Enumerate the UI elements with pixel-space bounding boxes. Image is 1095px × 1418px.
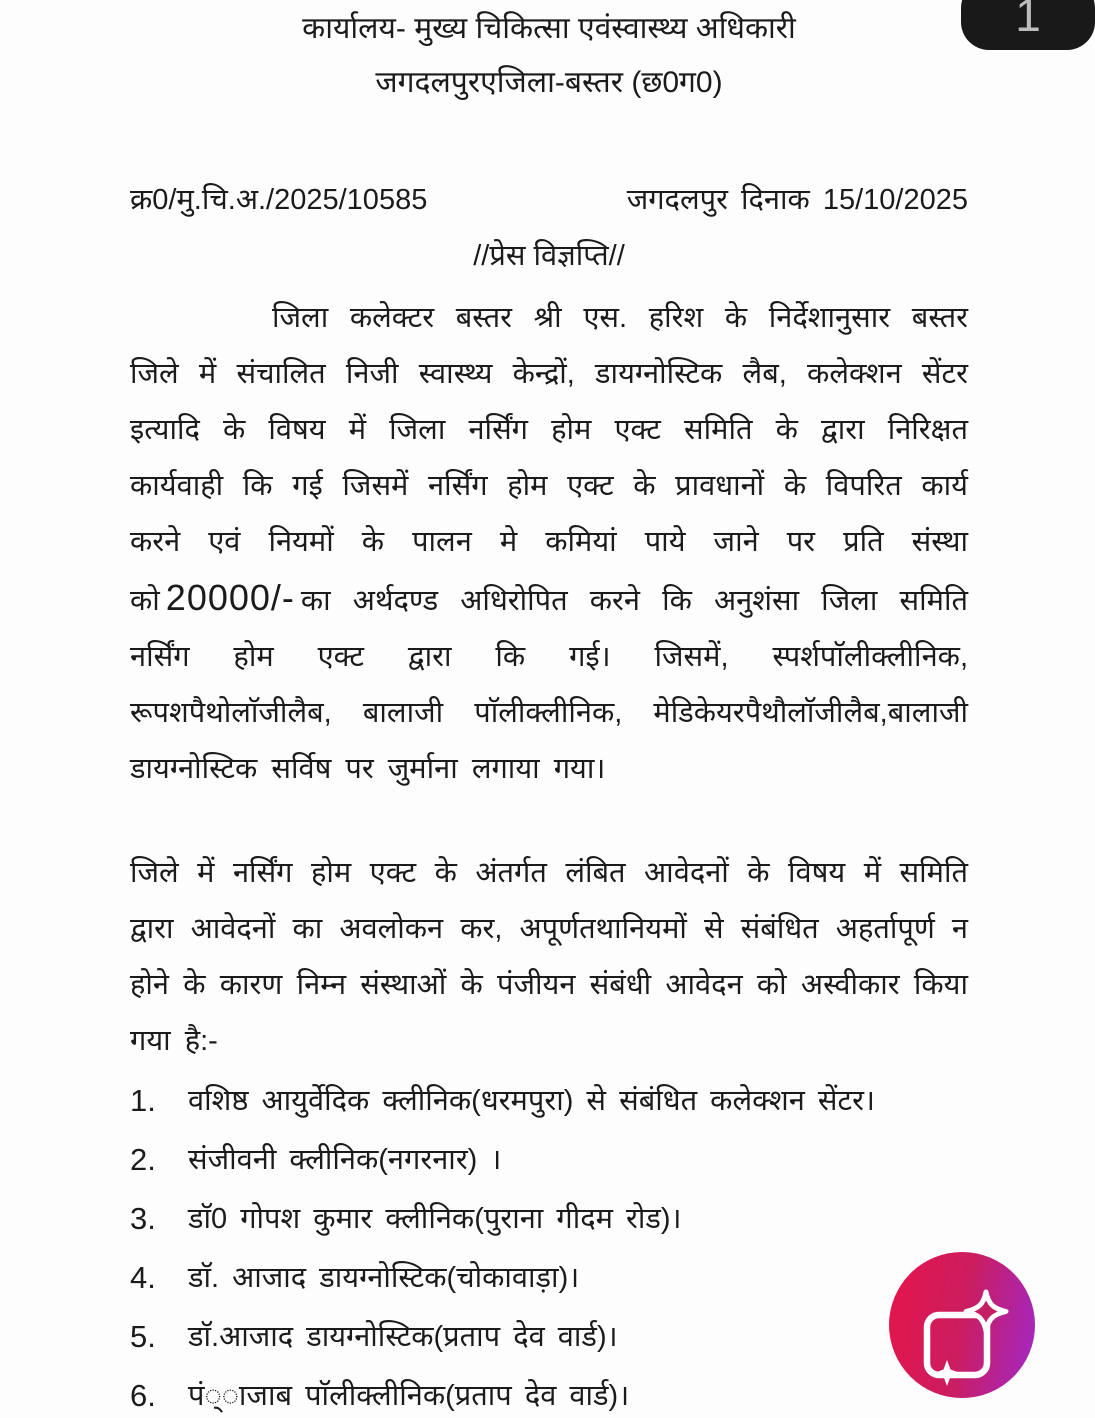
list-item-number: 6.	[130, 1378, 156, 1413]
penalty-amount: 20000/-	[165, 577, 295, 618]
paragraph-penalty	[130, 290, 968, 797]
page-number-badge	[961, 0, 1095, 50]
rejected-institutions-list	[130, 1079, 968, 1418]
place-and-date: जगदलपुर दिनाक 15/10/2025	[626, 184, 968, 216]
list-item-text: संजीवनी क्लीनिक(नगरनार) ।	[188, 1144, 502, 1176]
list-item-text: पं्ाजाब पाॅलीक्लीनिक(प्रताप देव वार्ड)।	[188, 1380, 630, 1412]
list-item-text: वशिष्ठ आयुर्वेदिक क्लीनिक(धरमपुरा) से संबंधित कलेक्शन सेंटर।	[188, 1085, 875, 1117]
screenshot-share-sparkle-icon	[914, 1292, 1014, 1392]
list-item-text: डाॅ.आजाद डायग्नोस्टिक(प्रताप देव वार्ड)।	[188, 1321, 618, 1353]
list-item-number: 1.	[130, 1083, 156, 1118]
press-release-title: //प्रेस विज्ञप्ति//	[473, 240, 625, 272]
list-item	[130, 1079, 968, 1123]
list-item-text: डाॅ. आजाद डायग्नोस्टिक(चोकावाड़ा)।	[188, 1262, 580, 1294]
list-item	[130, 1256, 968, 1300]
reference-line	[130, 178, 968, 222]
list-item-number: 3.	[130, 1201, 156, 1236]
list-item	[130, 1374, 968, 1418]
list-item	[130, 1315, 968, 1359]
list-item-number: 2.	[130, 1142, 156, 1177]
list-item	[130, 1197, 968, 1241]
paragraph-penalty-text-before: जिला कलेक्टर बस्तर श्री एस. हरिश के निर्देशानुसार बस्तर जिले में संचालित निजी स्वास्थ्य केन्द्रों, डायग्नोस्टिक लैब, कलेक्शन सेंटर इत्यादि के विषय में जिला नर्सिंग होम एक्ट समिति के द्वारा निरिक्षत कार्यवाही कि गई जिसमें नर्सिंग होम एक्ट के प्रावधानों के विपरित कार्य करने एवं नियमों के पालन मे कमियां पाये जाने पर प्रति संस्था को	[130, 302, 968, 617]
list-item-number: 5.	[130, 1319, 156, 1354]
list-item-number: 4.	[130, 1260, 156, 1295]
share-screenshot-fab[interactable]	[889, 1252, 1035, 1398]
page-number: 1	[1015, 0, 1041, 41]
office-header-line2: जगदलपुरएजिला-बस्तर (छ0ग0)	[375, 66, 723, 99]
reference-number: क्र0/मु.चि.अ./2025/10585	[130, 184, 428, 216]
list-item-text: डाॅ0 गोपश कुमार क्लीनिक(पुराना गीदम रोड)।	[188, 1203, 682, 1235]
paragraph-penalty-text-after: का अर्थदण्ड अधिरोपित करने कि अनुशंसा जिला समिति नर्सिंग होम एक्ट द्वारा कि गई। जिसमें, स्पर्शपाॅलीक्लीनिक, रूपशपैथोलाॅजीलैब, बालाजी पाॅलीक्लीनिक, मेडिकेयरपैथौलाॅजीलैब,बालाजी डायग्नोस्टिक सर्विष पर जुर्माना लगाया गया।	[130, 585, 968, 785]
paragraph-rejections: जिले में नर्सिंग होम एक्ट के अंतर्गत लंबित आवेदनों के विषय में समिति द्वारा आवेदनों का अवलोकन कर, अपूर्णतथानियमों से संबंधित अहर्तापूर्ण न होने के कारण निम्न संस्थाओं के पंजीयन संबंधी आवेदन को अस्वीकार किया गया है:-	[130, 857, 968, 1057]
office-header-line1: कार्यालय- मुख्य चिकित्सा एवंस्वास्थ्य अधिकारी	[302, 12, 796, 45]
list-item	[130, 1138, 968, 1182]
